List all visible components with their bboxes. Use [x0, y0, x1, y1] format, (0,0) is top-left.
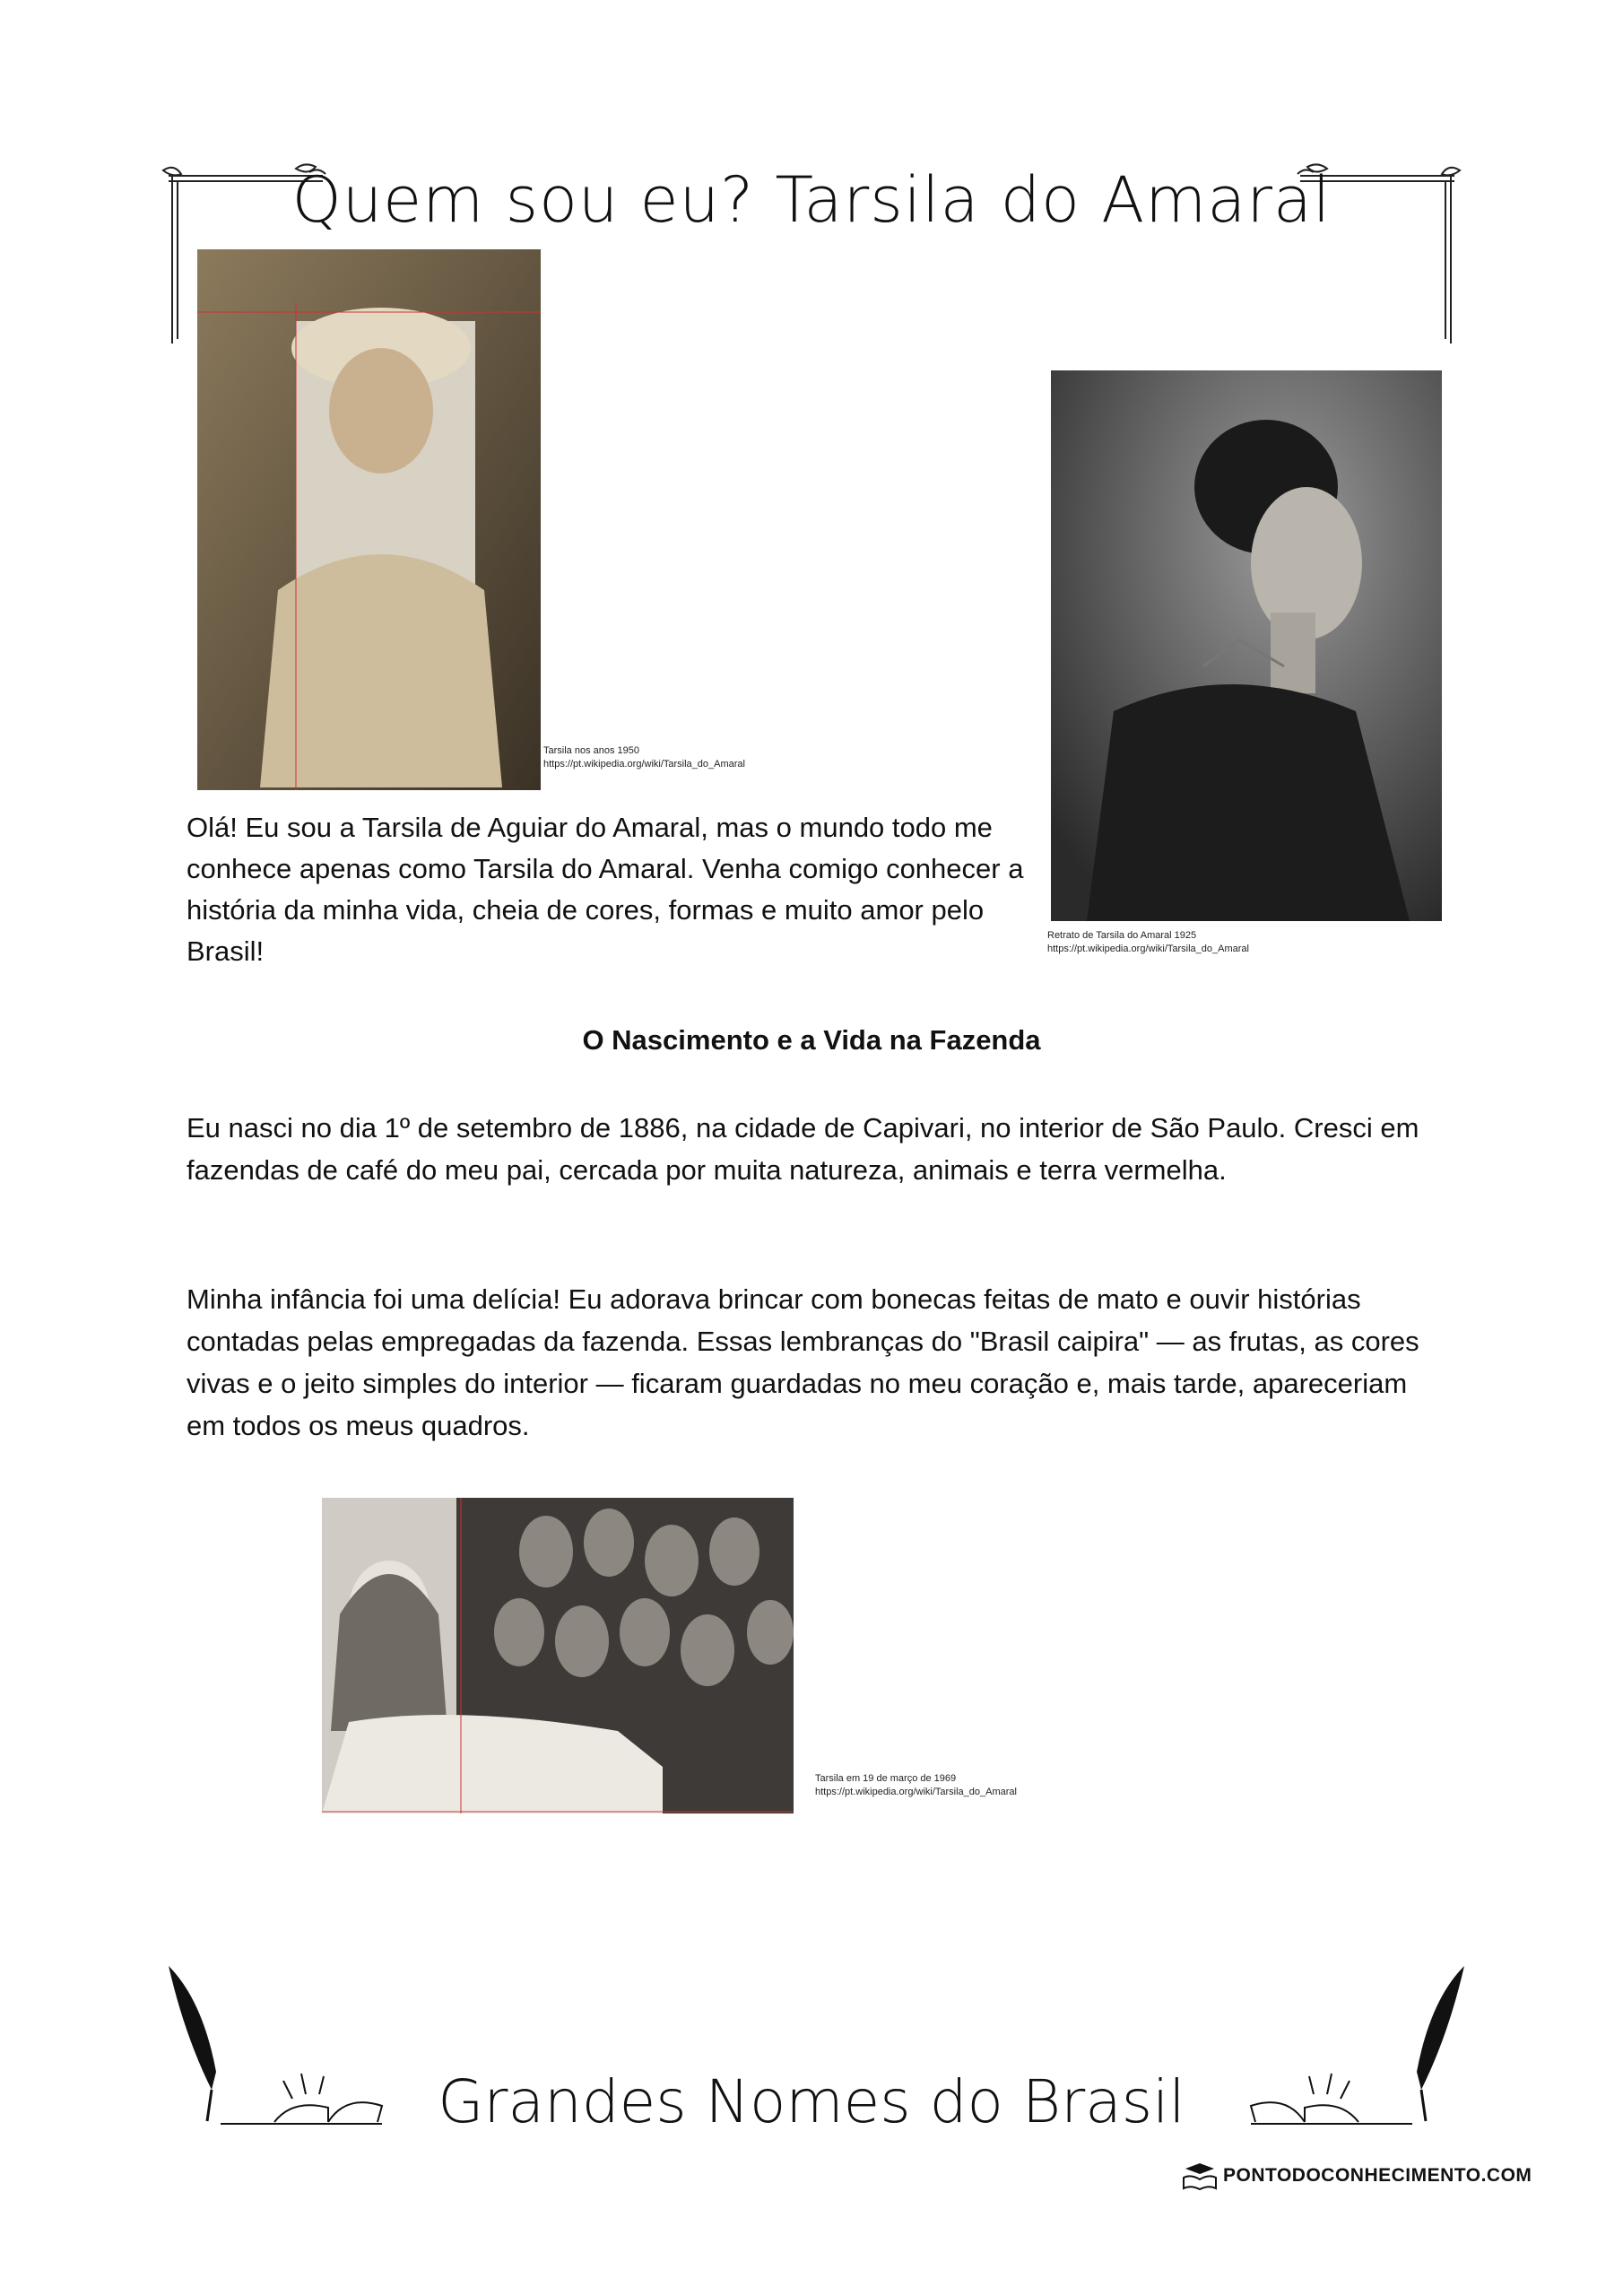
- footer-title: Grandes Nomes do Brasil: [438, 2067, 1185, 2136]
- graduation-book-icon: [1182, 2161, 1218, 2190]
- photo-tarsila-1969: [322, 1498, 794, 1813]
- brand-text: PONTODOCONHECIMENTO.COM: [1223, 2165, 1532, 2186]
- paragraph-childhood: Minha infância foi uma delícia! Eu adorava brincar com bonecas feitas de mato e ouvir histórias contadas pelas empregadas da fazenda. Essas lembranças do "Brasil caipira" — as frutas, as cores vivas e o jeito simples do interior — ficaram guardadas no meu coração e, mais tarde, apareceriam em todos os meus quadros.: [187, 1283, 1419, 1441]
- caption-link: https://pt.wikipedia.org/wiki/Tarsila_do_Amaral: [1047, 944, 1249, 954]
- caption-link: https://pt.wikipedia.org/wiki/Tarsila_do_Amaral: [815, 1787, 1017, 1797]
- intro-paragraph: Olá! Eu sou a Tarsila de Aguiar do Amaral, mas o mundo todo me conhece apenas como Tarsila do Amaral. Venha comigo conhecer a história da minha vida, cheia de cores, formas e muito amor pelo Brasil!: [187, 812, 1024, 967]
- section-heading: O Nascimento e a Vida na Fazenda: [582, 1024, 1041, 1056]
- caption-text: Tarsila em 19 de março de 1969: [815, 1773, 957, 1784]
- brand-logo[interactable]: [1182, 2161, 1532, 2190]
- paragraph-birth: Eu nasci no dia 1º de setembro de 1886, na cidade de Capivari, no interior de São Paulo. Cresci em fazendas de café do meu pai, cercada por muita natureza, animais e terra vermelha.: [187, 1112, 1419, 1186]
- photo-caption-1925: [1047, 929, 1249, 956]
- photo-caption-1950: [543, 744, 745, 771]
- photo-caption-1969: [815, 1772, 1017, 1799]
- caption-text: Tarsila nos anos 1950: [543, 745, 640, 756]
- page-title: Quem sou eu? Tarsila do Amaral: [291, 163, 1332, 237]
- caption-link: https://pt.wikipedia.org/wiki/Tarsila_do_Amaral: [543, 759, 745, 770]
- photo-tarsila-1925: [1051, 370, 1442, 921]
- photo-tarsila-1950: [197, 249, 541, 790]
- caption-text: Retrato de Tarsila do Amaral 1925: [1047, 930, 1197, 941]
